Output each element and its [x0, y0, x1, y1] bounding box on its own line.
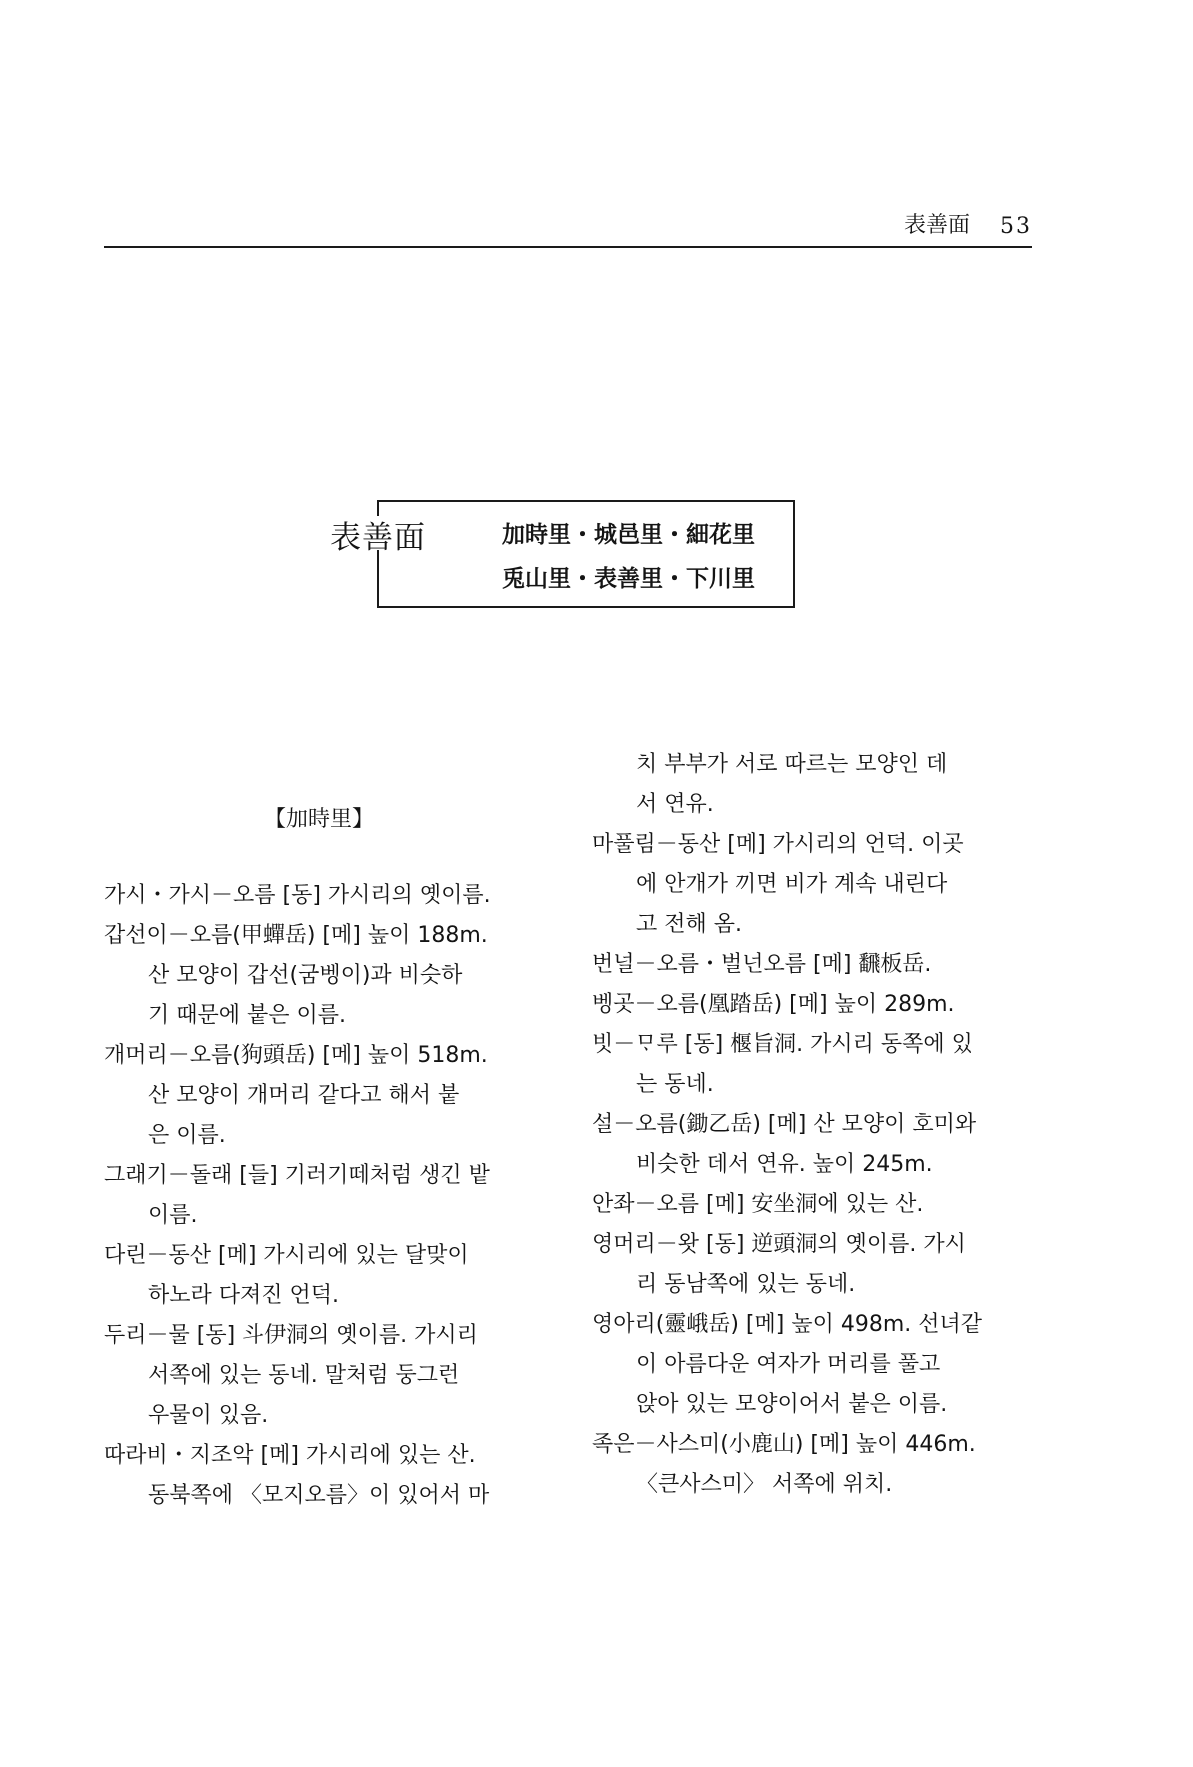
subheading: 【加時里】 — [263, 807, 374, 832]
text-line: 치 부부가 서로 따르는 모양인 데 — [636, 752, 948, 777]
text-line: 는 동네. — [636, 1072, 714, 1097]
text-line: 기 때문에 붙은 이름. — [148, 1003, 346, 1028]
text-line: 산 모양이 개머리 같다고 해서 붙 — [148, 1083, 460, 1108]
text-line: 가시・가시－오름 [동] 가시리의 옛이름. — [104, 883, 491, 908]
text-line: 빗－ᄆᆞ루 [동] 椻旨洞. 가시리 동쪽에 있 — [592, 1032, 973, 1057]
text-line: 영머리－왓 [동] 逆頭洞의 옛이름. 가시 — [592, 1232, 966, 1257]
text-line: 서 연유. — [636, 792, 714, 817]
text-line: 동북쪽에 〈모지오름〉이 있어서 마 — [148, 1483, 490, 1508]
text-line: 비슷한 데서 연유. 높이 245m. — [636, 1152, 933, 1177]
village-list — [502, 513, 755, 601]
text-line: 우물이 있음. — [148, 1403, 269, 1428]
text-line: 마풀림－동산 [메] 가시리의 언덕. 이곳 — [592, 832, 964, 857]
text-line: 고 전해 옴. — [636, 912, 742, 937]
text-line: 안좌－오름 [메] 安坐洞에 있는 산. — [592, 1192, 924, 1217]
text-line: 하노라 다져진 언덕. — [148, 1283, 339, 1308]
text-line: 영아리(靈峨岳) [메] 높이 498m. 선녀같 — [592, 1312, 982, 1337]
text-line: 리 동남쪽에 있는 동네. — [636, 1272, 856, 1297]
village-line-1: 加時里・城邑里・細花里 — [502, 522, 755, 548]
text-line: 은 이름. — [148, 1123, 226, 1148]
text-line: 갑선이－오름(甲蟬岳) [메] 높이 188m. — [104, 923, 488, 948]
text-line: 벵곳－오름(凰踏岳) [메] 높이 289m. — [592, 992, 955, 1017]
text-line: 번널－오름・벌넌오름 [메] 飜板岳. — [592, 952, 932, 977]
text-line: 그래기－돌래 [들] 기러기떼처럼 생긴 밭 — [104, 1163, 490, 1188]
text-line: 따라비・지조악 [메] 가시리에 있는 산. — [104, 1443, 476, 1468]
text-line: 산 모양이 갑선(굼벵이)과 비슷하 — [148, 963, 463, 988]
running-header — [104, 210, 1032, 248]
text-line: 에 안개가 끼면 비가 계속 내린다 — [636, 872, 948, 897]
section-title: 表善面 — [330, 520, 426, 556]
text-line: 두리－물 [동] 斗伊洞의 옛이름. 가시리 — [104, 1323, 478, 1348]
village-line-2: 兎山里・表善里・下川里 — [502, 566, 755, 592]
text-line: 〈큰사스미〉 서쪽에 위치. — [636, 1472, 893, 1497]
text-line: 이 아름다운 여자가 머리를 풀고 — [636, 1352, 941, 1377]
text-line: 이름. — [148, 1203, 198, 1228]
text-line: 설－오름(鋤乙岳) [메] 산 모양이 호미와 — [592, 1112, 977, 1137]
text-line: 서쪽에 있는 동네. 말처럼 둥그런 — [148, 1363, 460, 1388]
text-line: 개머리－오름(狗頭岳) [메] 높이 518m. — [104, 1043, 488, 1068]
text-line: 앉아 있는 모양이어서 붙은 이름. — [636, 1392, 948, 1417]
text-line: 족은－사스미(小鹿山) [메] 높이 446m. — [592, 1432, 976, 1457]
header-section-name: 表善面 — [903, 213, 970, 238]
text-line: 다린－동산 [메] 가시리에 있는 달맞이 — [104, 1243, 469, 1268]
page-number: 53 — [1000, 214, 1032, 239]
